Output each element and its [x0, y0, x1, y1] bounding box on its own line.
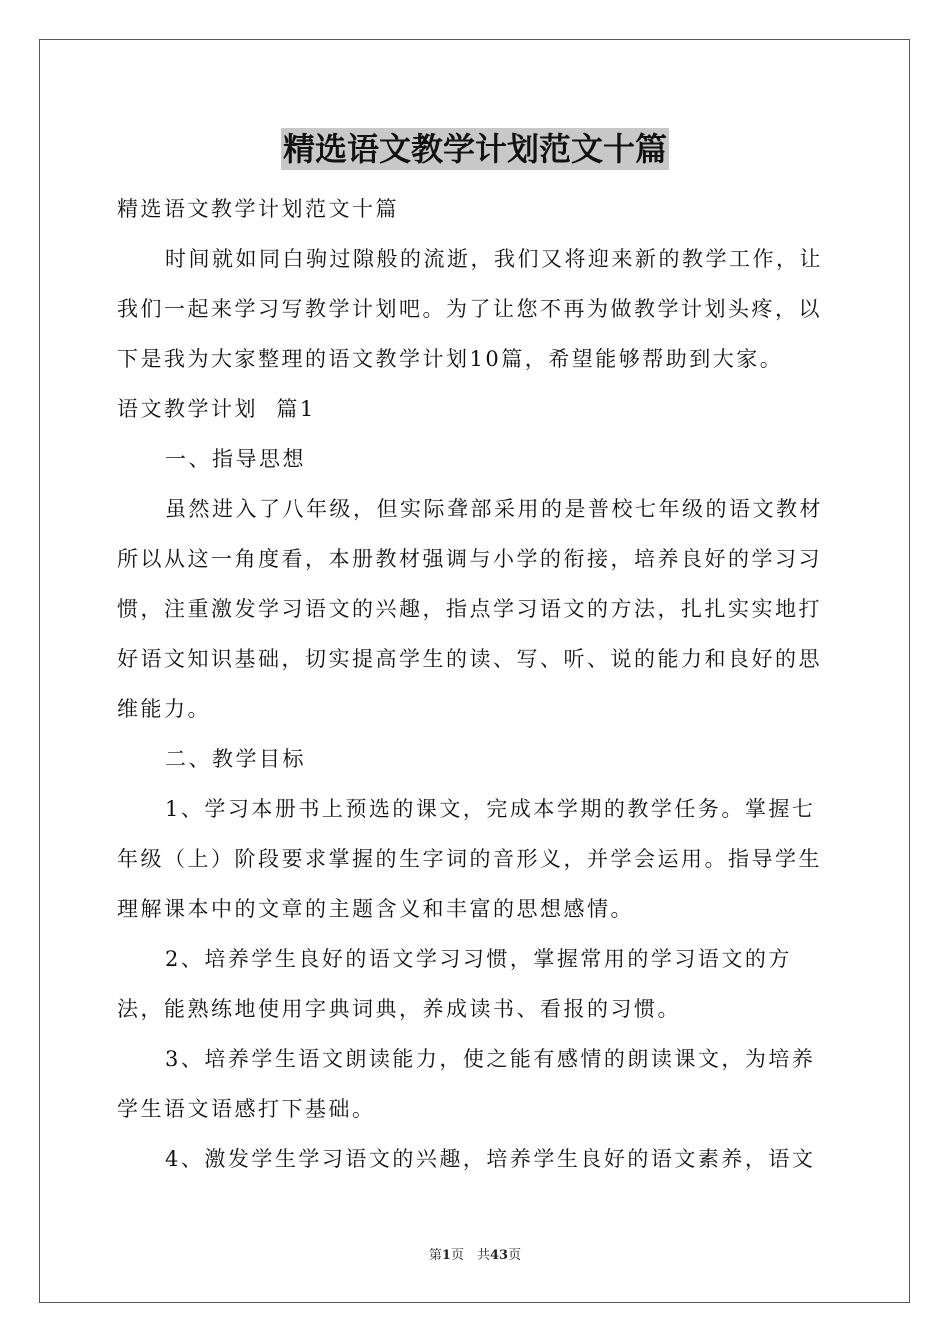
paragraph: 虽然进入了八年级，但实际聋部采用的是普校七年级的语文教材所以从这一角度看，本册教材强调与小学的衔接，培养良好的学习习惯，注重激发学习语文的兴趣，指点学习语文的方法，扎扎实实地打好语文知识基础，切实提高学生的读、写、听、说的能力和良好的思维能力。 — [117, 497, 823, 721]
list-item: 3、培养学生语文朗读能力，使之能有感情的朗读课文，为培养学生语文语感打下基础。 — [117, 1047, 816, 1121]
list-item: 4、激发学生学习语文的兴趣，培养学生良好的语文素养，语文 — [165, 1147, 816, 1171]
document-body — [117, 184, 837, 1184]
current-page-number: 1 — [441, 1248, 451, 1263]
paragraph: 时间就如同白驹过隙般的流逝，我们又将迎来新的教学工作，让我们一起来学习写教学计划吧。为了让您不再为做教学计划头疼，以下是我为大家整理的语文教学计划10篇，希望能够帮助到大家。 — [117, 247, 823, 371]
list-item: 1、学习本册书上预选的课文，完成本学期的教学任务。掌握七年级（上）阶段要求掌握的生字词的音形义，并学会运用。指导学生理解课本中的文章的主题含义和丰富的思想感情。 — [117, 797, 822, 921]
title-block — [0, 128, 950, 170]
footer-prefix: 第 — [428, 1248, 442, 1263]
document-title: 精选语文教学计划范文十篇 — [282, 130, 667, 168]
list-item: 2、培养学生良好的语文学习习惯，掌握常用的学习语文的方法，能熟练地使用字典词典，养成读书、看报的习惯。 — [117, 947, 792, 1021]
section-heading: 语文教学计划 篇1 — [117, 397, 316, 421]
footer-mid: 页 共 — [450, 1248, 490, 1263]
paragraph: 精选语文教学计划范文十篇 — [117, 197, 399, 221]
subsection-heading: 一、指导思想 — [165, 447, 306, 471]
subsection-heading: 二、教学目标 — [165, 747, 306, 771]
footer-suffix: 页 — [508, 1248, 522, 1263]
total-pages-number: 43 — [489, 1248, 509, 1263]
page-footer — [0, 1247, 950, 1265]
